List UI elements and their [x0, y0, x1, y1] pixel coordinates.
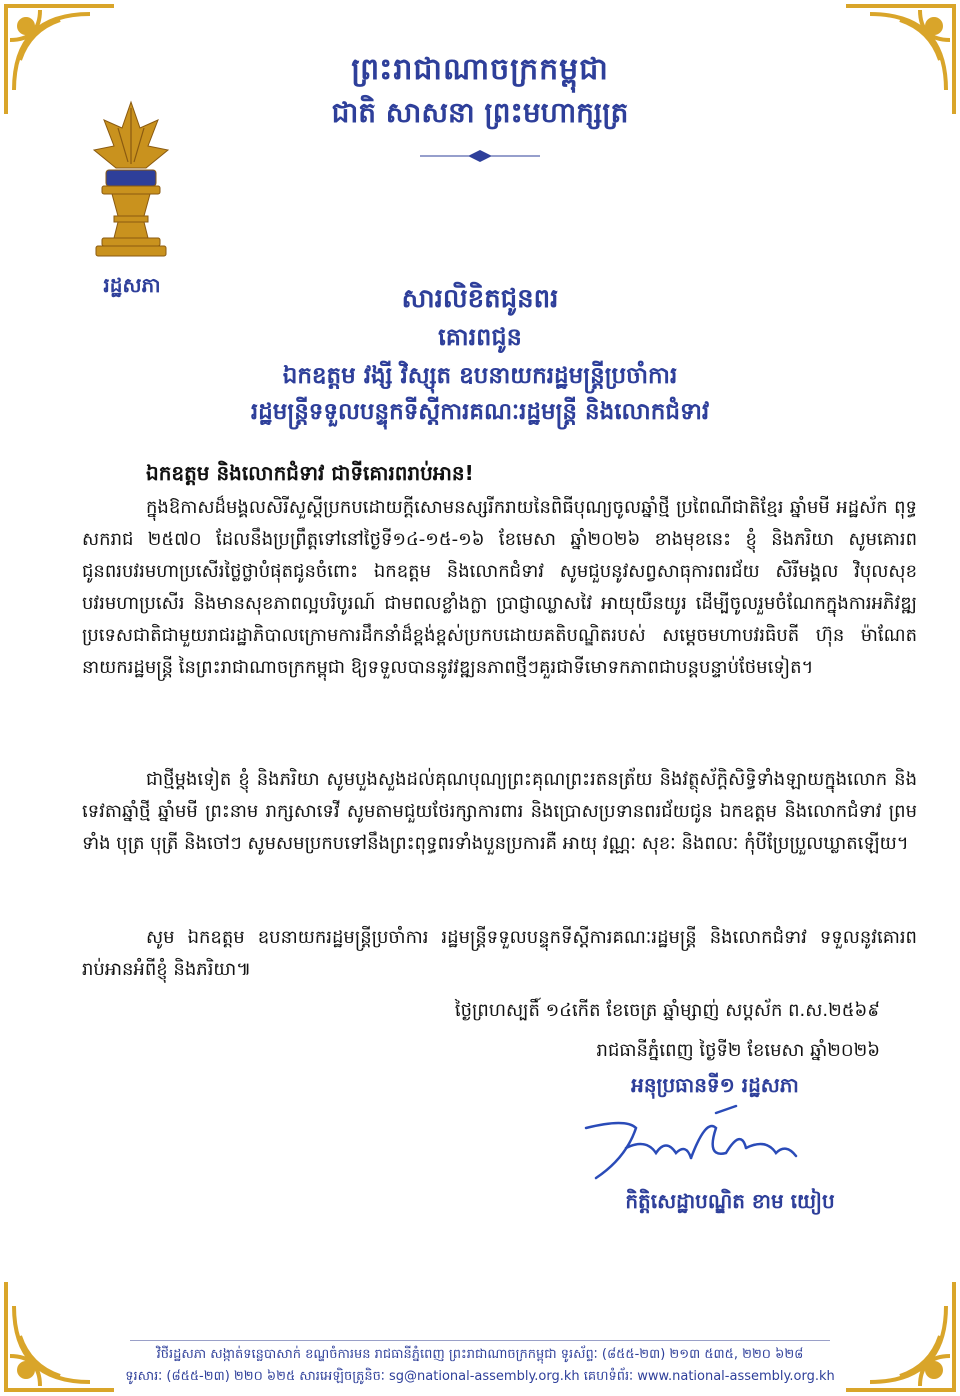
recipient-line-2: រដ្ឋមន្ត្រីទទួលបន្ទុកទីស្តីការគណៈរដ្ឋមន្ត្រី និងលោកជំទាវ: [250, 399, 710, 425]
place-and-date: រាជធានីភ្នំពេញ ថ្ងៃទី២ ខែមេសា ឆ្នាំ២០២៦: [596, 1040, 880, 1061]
footer-address: វិថីរដ្ឋសភា សង្កាត់ទន្លេបាសាក់ ខណ្ឌចំការមន រាជធានីភ្នំពេញ ព្រះរាជាណាចក្រកម្ពុជា ទូរស័ព្ទៈ (៨៥៥-២៣) ២១៣ ៥៣៥, ២២០ ៦២៨: [156, 1347, 804, 1362]
lunar-date: ថ្ងៃព្រហស្បតិ៍ ១៤កើត ខែចេត្រ ឆ្នាំម្សាញ់ សប្តស័ក ព.ស.២៥៦៩: [454, 1000, 880, 1021]
paragraph-3: សូម ឯកឧត្តម ឧបនាយករដ្ឋមន្ត្រីប្រចាំការ រដ្ឋមន្ត្រីទទួលបន្ទុកទីស្តីការគណៈរដ្ឋមន្ត្រី និងលោកជំទាវ ទទួលនូវគោរពរាប់អានអំពីខ្ញុំ និងភរិយា៕: [82, 927, 917, 980]
salutation: ឯកឧត្តម និងលោកជំទាវ ជាទីគោរពរាប់អាន!: [146, 461, 474, 485]
corner-ornament-bottom-left: [0, 1276, 120, 1396]
national-assembly-emblem-icon: [88, 98, 174, 268]
recipient-line-1: ឯកឧត្តម វង្សី វិស្សុត ឧបនាយករដ្ឋមន្ត្រីប្រចាំការ: [282, 363, 678, 389]
divider-ornament-icon: [420, 148, 540, 164]
footer-divider: [130, 1340, 830, 1341]
signer-title: អនុប្រធានទី១ រដ្ឋសភា: [631, 1073, 799, 1097]
national-motto: ជាតិ សាសនា ព្រះមហាក្សត្រ: [331, 96, 629, 129]
respectfully-to: គោរពជូន: [438, 323, 522, 351]
institution-label: រដ្ឋសភា: [103, 273, 161, 297]
footer-contact: ទូរសារៈ (៨៥៥-២៣) ២២០ ៦២៥ សារអេឡិចត្រូនិចៈ sg@national-assembly.org.kh គេហទំព័រៈ www.national-assembly.org.kh: [125, 1369, 835, 1384]
paragraph-1: ក្នុងឱកាសដ៏មង្គលសិរីសួស្តីប្រកបដោយក្តីសោមនស្សរីករាយនៃពិធីបុណ្យចូលឆ្នាំថ្មី ប្រពៃណីជាតិខ្មែរ ឆ្នាំមមី អដ្ឋស័ក ពុទ្ធសករាជ ២៥៧០ ដែលនឹងប្រព្រឹត្តទៅនៅថ្ងៃទី១៤-១៥-១៦ ខែមេសា ឆ្នាំ២០២៦ ខាងមុខនេះ ខ្ញុំ និងភរិយា សូមគោរពជូនពរបវរមហាប្រសើរថ្លៃថ្លាបំផុតជូនចំពោះ ឯកឧត្តម និងលោកជំទាវ សូមជួបនូវសព្វសាធុការពរជ័យ សិរីមង្គល វិបុលសុខ បវរមហាប្រសើរ និងមានសុខភាពល្អបរិបូរណ៍ ជាមពលខ្លាំងក្លា ប្រាជ្ញាឈ្លាសវៃ អាយុយឺនយូរ ដើម្បីចូលរួមចំណែកក្នុងការអភិវឌ្ឍប្រទេសជាតិជាមួយរាជរដ្ឋាភិបាលក្រោមការដឹកនាំដ៏ខ្ពង់ខ្ពស់ប្រកបដោយគតិបណ្ឌិតរបស់ សម្តេចមហាបវរធិបតី ហ៊ុន ម៉ាណែត នាយករដ្ឋមន្ត្រី នៃព្រះរាជាណាចក្រកម្ពុជា ឱ្យទទួលបាននូវវឌ្ឍនភាពថ្មីៗគួរជាទីមោទកភាពជាបន្តបន្ទាប់ថែមទៀត។: [82, 497, 917, 678]
paragraph-2: ជាថ្មីម្តងទៀត ខ្ញុំ និងភរិយា សូមបួងសួងដល់គុណបុណ្យព្រះគុណព្រះរតនត្រ័យ និងវត្ថុស័ក្តិសិទ្ធិទាំងឡាយក្នុងលោក និងទេវតាឆ្នាំថ្មី ឆ្នាំមមី ព្រះនាម រាក្សសាទេវី សូមតាមជួយថែរក្សាការពារ និងប្រោសប្រទានពរជ័យជូន ឯកឧត្តម និងលោកជំទាវ ព្រមទាំង បុត្រ បុត្រី និងចៅៗ សូមសមប្រកបទៅនឹងព្រះពុទ្ធពរទាំងបួនប្រការគឺ អាយុ វណ្ណៈ សុខៈ និងពលៈ កុំបីប្រែប្រួលឃ្លាតឡើយ។: [82, 769, 917, 854]
kingdom-heading: ព្រះរាជាណាចក្រកម្ពុជា: [351, 52, 609, 87]
signer-name: កិត្តិសេដ្ឋាបណ្ឌិត ខាម យៀប: [625, 1189, 835, 1213]
corner-ornament-bottom-right: [840, 1276, 960, 1396]
letter-title: សារលិខិតជូនពរ: [401, 284, 559, 314]
handwritten-signature: [566, 1098, 816, 1188]
